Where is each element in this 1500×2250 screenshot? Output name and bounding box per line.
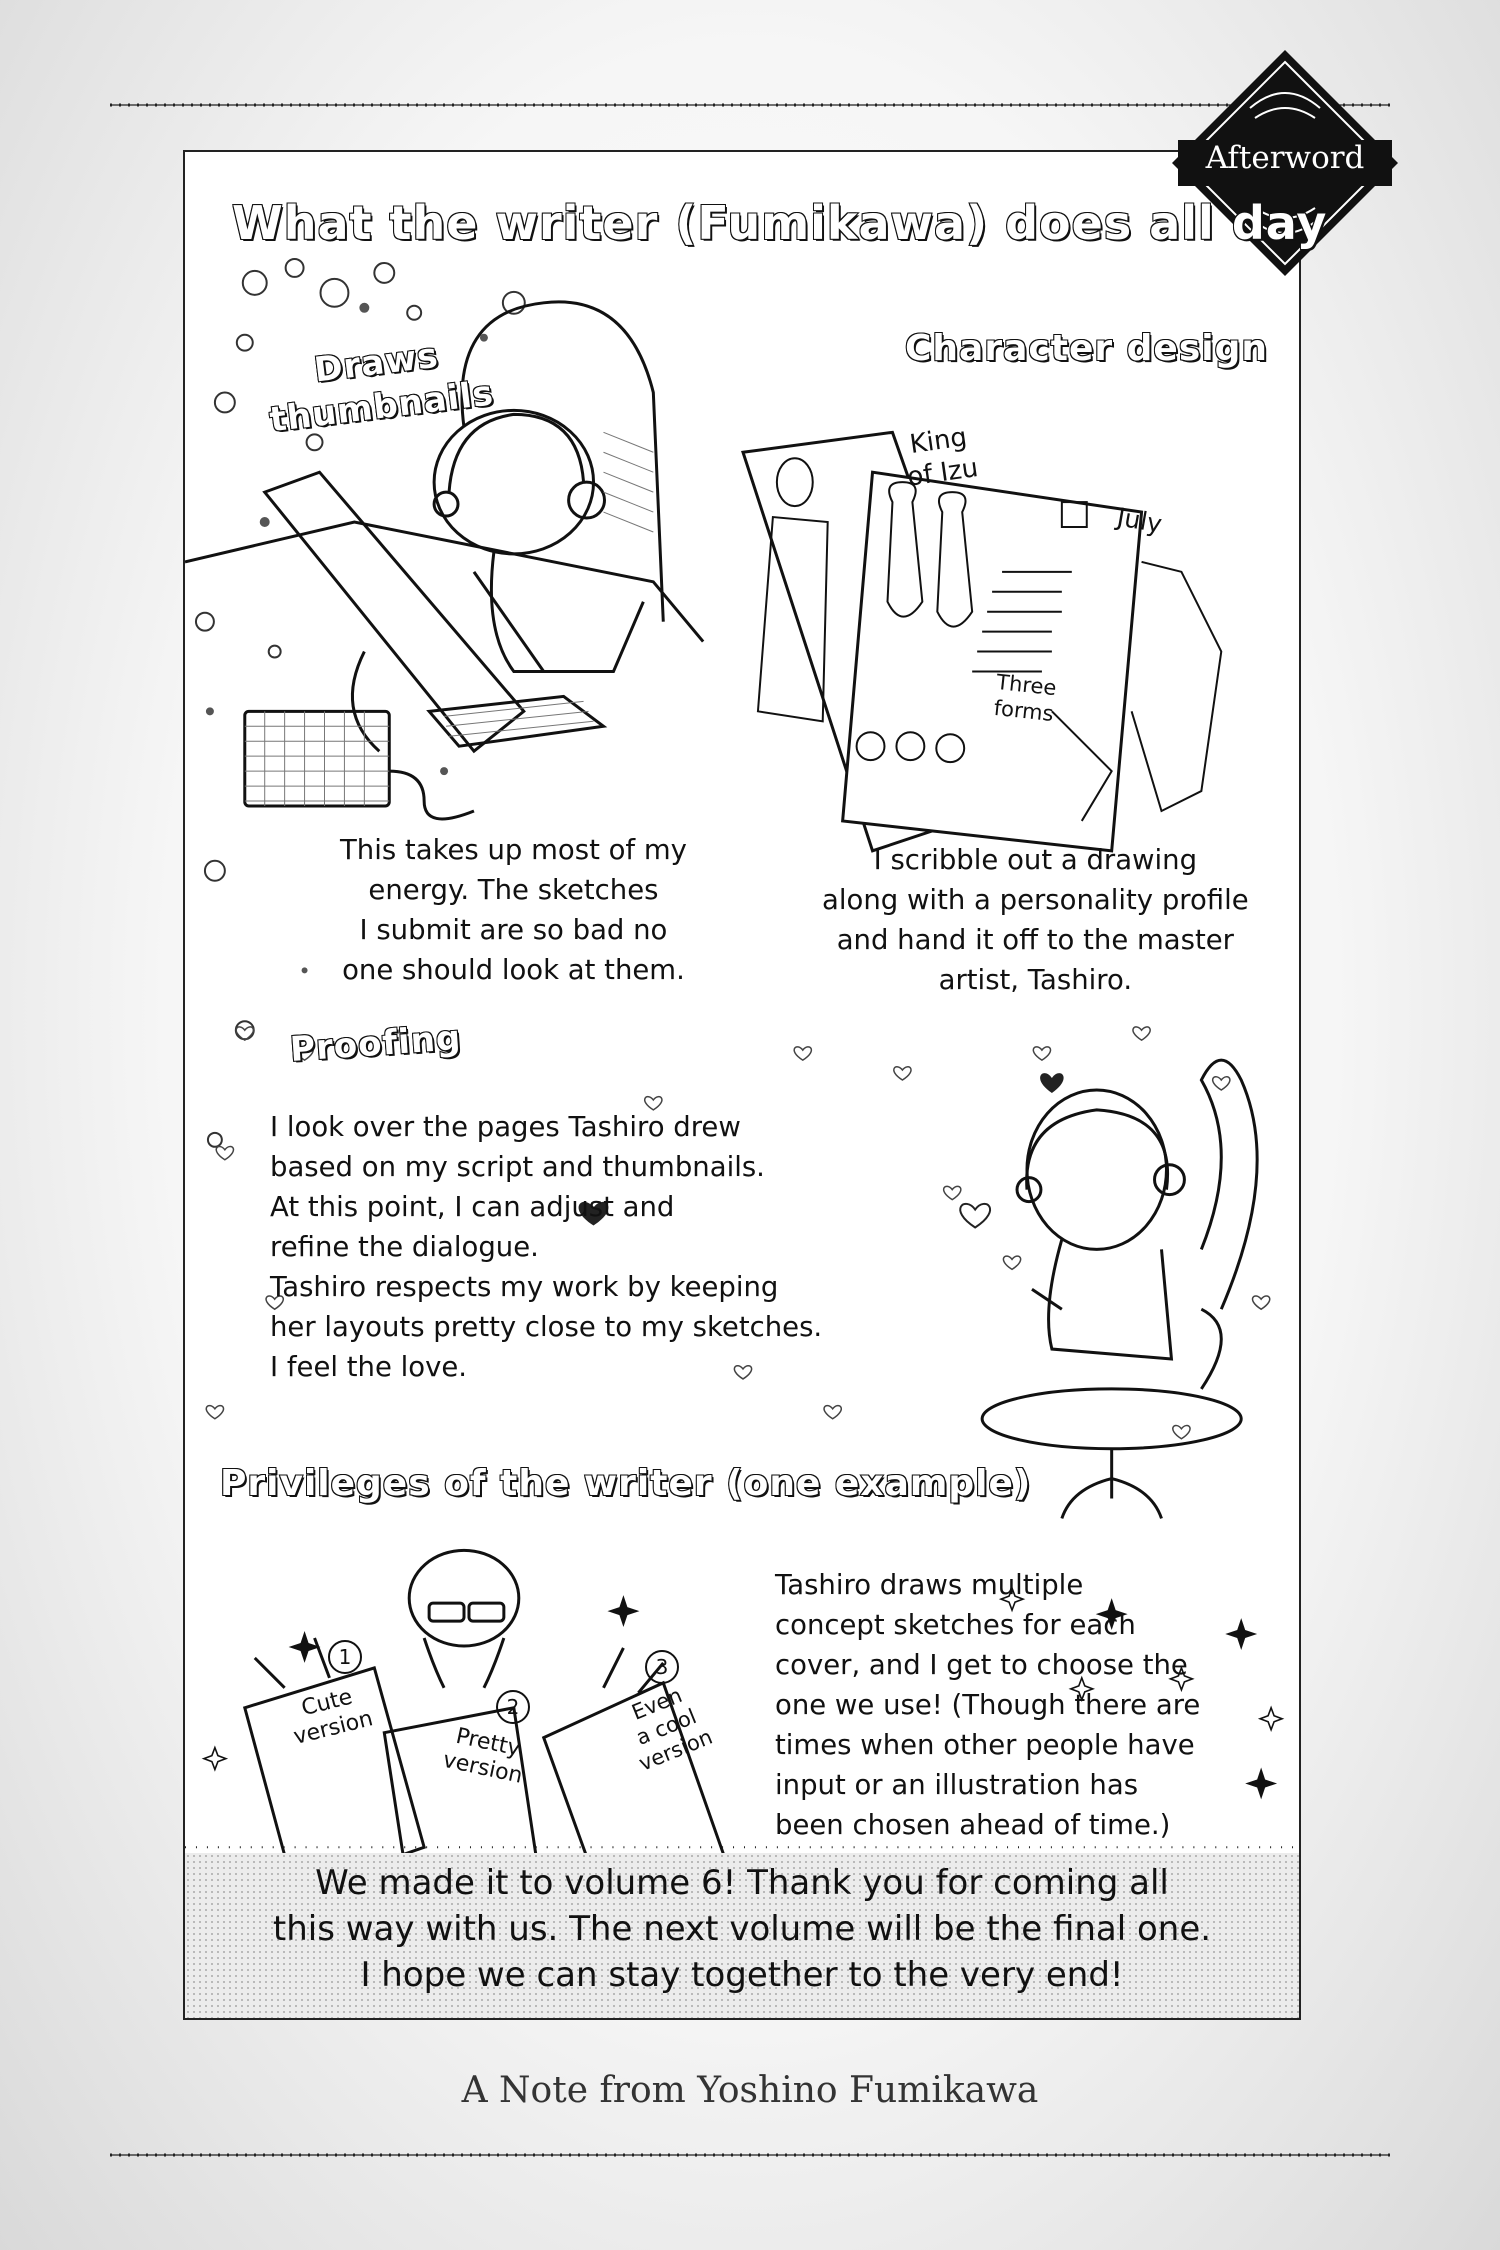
card-label-cute: Cute version <box>291 1684 376 1751</box>
thumbnails-heading: Draws thumbnails <box>267 335 496 441</box>
proofing-text: I look over the pages Tashiro drew based on my script and thumbnails. At this point, I can adjust and refine the dialogue. Tashiro respects my work by keeping her layouts pretty close to my sketches. I feel the love. <box>270 1111 823 1383</box>
page-title: What the writer (Fumikawa) does all day <box>232 196 1328 250</box>
proofing-heading: Proofing <box>288 1018 463 1070</box>
sheet-label-july: July <box>1114 502 1165 539</box>
card-number: 1 <box>328 1640 362 1674</box>
author-credit: A Note from Yoshino Fumikawa <box>461 2070 1039 2111</box>
sheet-label-three-forms: Three forms <box>992 669 1058 726</box>
privileges-text: Tashiro draws multiple concept sketches for each cover, and I get to choose the one we use! (Though there are times when other people have input or an illustration has been chosen ahead of time.) <box>775 1569 1201 1841</box>
card-label-cool: Even a cool version <box>628 1683 716 1776</box>
card-number: 3 <box>645 1650 679 1684</box>
closing-message: We made it to volume 6! Thank you for coming all this way with us. The next volume will be the final one. I hope we can stay together to the very end! <box>272 1863 1212 1995</box>
card-label-pretty: Pretty version <box>440 1723 525 1789</box>
character-design-heading: Character design <box>905 328 1268 369</box>
character-design-text: I scribble out a drawing along with a personality profile and hand it off to the master artist, Tashiro. <box>822 844 1249 996</box>
bottom-ornament-line <box>110 2150 1390 2160</box>
afterword-badge-label: Afterword <box>1205 140 1365 176</box>
card-number: 2 <box>496 1690 530 1724</box>
privileges-heading: Privileges of the writer (one example) <box>220 1463 1032 1504</box>
sheet-label-king: King of Izu <box>905 422 981 493</box>
thumbnails-text: This takes up most of my energy. The sketches I submit are so bad no one should look at them. <box>340 834 687 986</box>
